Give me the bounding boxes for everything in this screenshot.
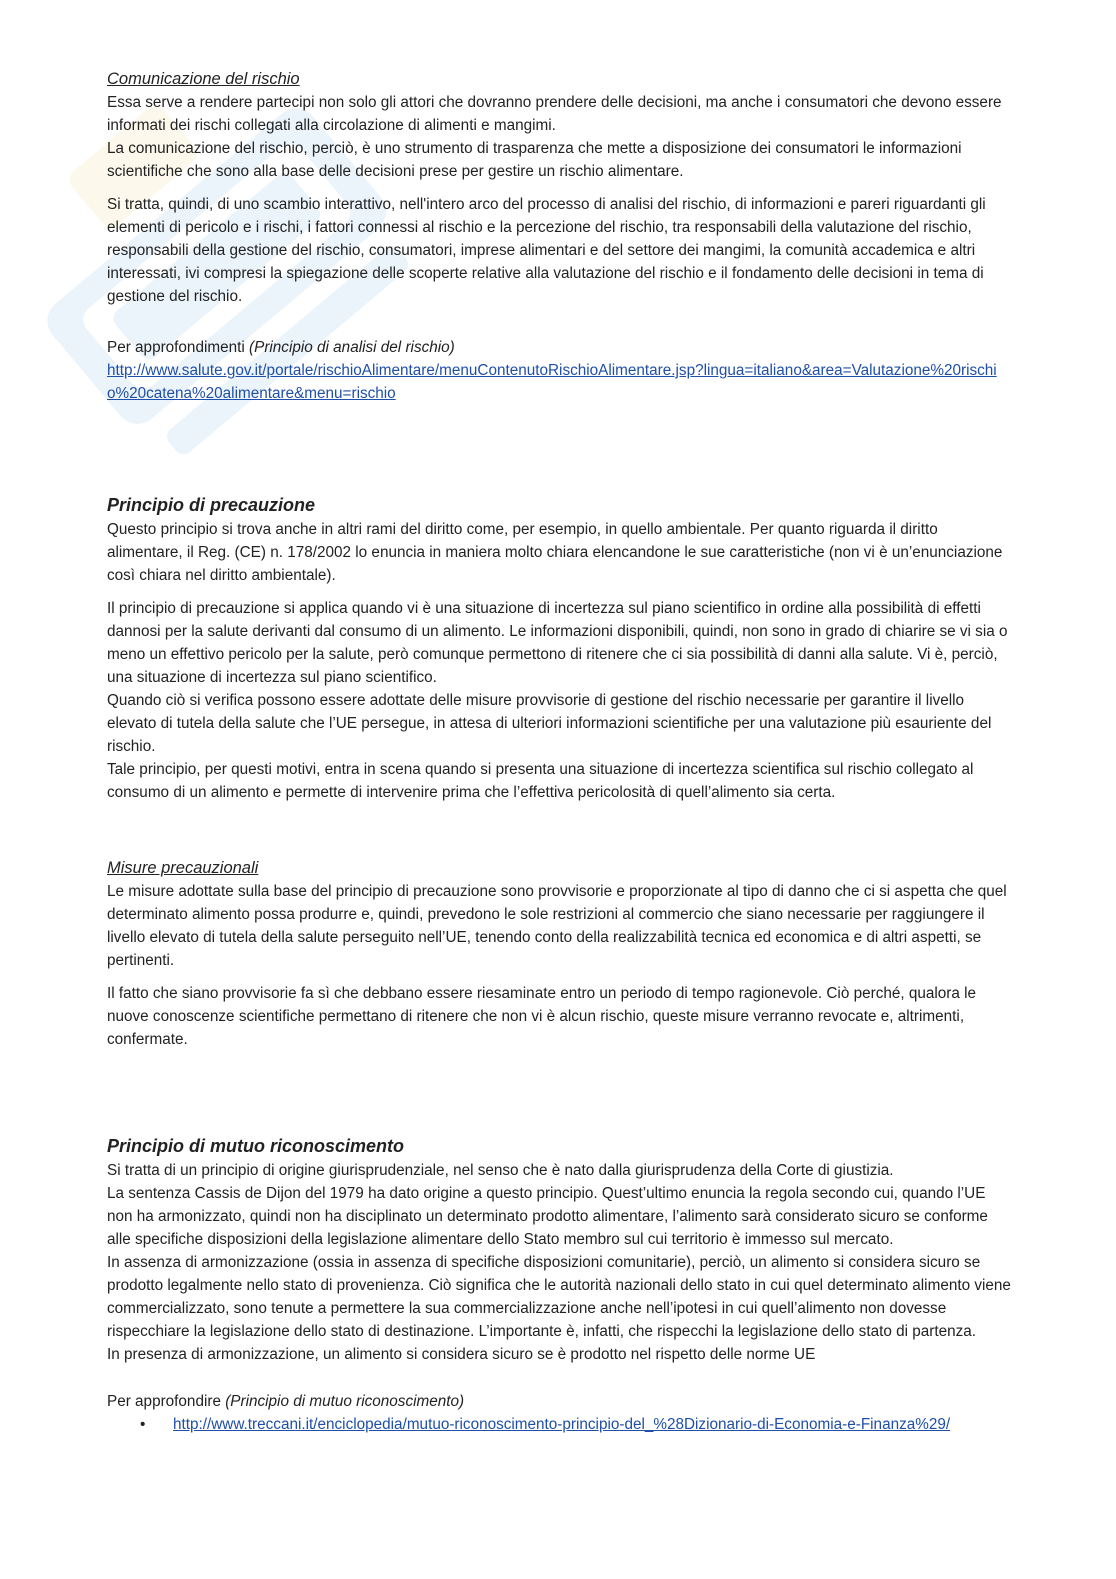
reference-list [107, 1413, 1012, 1436]
paragraph: Essa serve a rendere partecipi non solo gli attori che dovranno prendere delle decisioni, ma anche i consumatori che devono essere informati dei rischi collegati alla circolazione di alimenti e mangimi. [107, 94, 1002, 134]
paragraph: In presenza di armonizzazione, un alimento si considera sicuro se è prodotto nel rispetto delle norme UE [107, 1346, 816, 1363]
paragraph: Le misure adottate sulla base del principio di precauzione sono provvisorie e proporzionate al tipo di danno che ci si aspetta che quel determinato alimento possa produrre e, quindi, prevedono le sole restrizioni al commercio che siano necessarie per raggiungere il livello elevato di tutela della salute perseguito nell’UE, tenendo conto della realizzabilità tecnica ed economica e di altri aspetti, se pertinenti. [107, 883, 1007, 969]
reference-line [107, 1390, 1012, 1413]
section-principio-precauzione [107, 492, 1012, 804]
section-comunicazione-rischio [107, 68, 1012, 405]
reference-title: (Principio di mutuo riconoscimento) [225, 1393, 465, 1410]
reference-link[interactable]: http://www.salute.gov.it/portale/rischioAlimentare/menuContenutoRischioAlimentare.jsp?lingua=italiano&area=Valutazione%20rischio%20catena%20alimentare&menu=rischio [107, 362, 997, 402]
section-heading: Comunicazione del rischio [107, 70, 300, 88]
paragraph: Si tratta di un principio di origine giurisprudenziale, nel senso che è nato dalla giurisprudenza della Corte di giustizia. [107, 1162, 894, 1179]
paragraph: Il fatto che siano provvisorie fa sì che debbano essere riesaminate entro un periodo di tempo ragionevole. Ciò perché, qualora le nuove conoscenze scientifiche permettano di ritenere che non vi è alcun rischio, queste misure verranno revocate e, altrimenti, confermate. [107, 985, 977, 1048]
section-misure-precauzionali [107, 857, 1012, 1051]
reference-label: Per approfondire [107, 1393, 226, 1410]
paragraph: Si tratta, quindi, di uno scambio interattivo, nell'intero arco del processo di analisi del rischio, di informazioni e pareri riguardanti gli elementi di pericolo e i rischi, i fattori connessi al rischio e la percezione del rischio, tra responsabili della valutazione del rischio, responsabili della gestione del rischio, consumatori, imprese alimentari e del settore dei mangimi, la comunità accademica e altri interessati, ivi compresi la spiegazione delle scoperte relative alla valutazione del rischio e il fondamento delle decisioni in tema di gestione del rischio. [107, 196, 986, 305]
section-heading: Misure precauzionali [107, 859, 259, 877]
paragraph: La comunicazione del rischio, perciò, è uno strumento di trasparenza che mette a disposizione dei consumatori le informazioni scientifiche che sono alla base delle decisioni prese per gestire un rischio alimentare. [107, 140, 962, 180]
paragraph: Il principio di precauzione si applica quando vi è una situazione di incertezza sul piano scientifico in ordine alla possibilità di effetti dannosi per la salute derivanti dal consumo di un alimento. Le informazioni disponibili, quindi, non sono in grado di chiarire se vi sia o meno un effettivo pericolo per la salute, però comunque permettono di ritenere che ci sia possibilità di danni alla salute. Vi è, perciò, una situazione di incertezza sul piano scientifico. [107, 600, 1008, 686]
reference-title: (Principio di analisi del rischio) [249, 339, 455, 356]
paragraph: La sentenza Cassis de Dijon del 1979 ha dato origine a questo principio. Quest’ultimo enuncia la regola secondo cui, quando l’UE non ha armonizzato, quindi non ha disciplinato un determinato prodotto alimentare, l’alimento sarà considerato sicuro se conforme alle specifiche disposizioni della legislazione alimentare dello Stato membro sul cui territorio è immesso sul mercato. [107, 1185, 988, 1248]
section-heading: Principio di mutuo riconoscimento [107, 1136, 405, 1156]
section-mutuo-riconoscimento [107, 1133, 1012, 1436]
reference-label: Per approfondimenti [107, 339, 250, 356]
paragraph: Quando ciò si verifica possono essere adottate delle misure provvisorie di gestione del rischio necessarie per garantire il livello elevato di tutela della salute che l’UE persegue, in attesa di ulteriori informazioni scientifiche per una valutazione più esauriente del rischio. [107, 692, 992, 755]
list-item [140, 1413, 1012, 1436]
bullet-icon: • [140, 1416, 146, 1433]
section-heading: Principio di precauzione [107, 495, 316, 515]
paragraph: Questo principio si trova anche in altri rami del diritto come, per esempio, in quello ambientale. Per quanto riguarda il diritto alimentare, il Reg. (CE) n. 178/2002 lo enuncia in maniera molto chiara elencandone le sue caratteristiche (non vi è un’enunciazione così chiara nel diritto ambientale). [107, 521, 1003, 584]
paragraph: In assenza di armonizzazione (ossia in assenza di specifiche disposizioni comunitarie), perciò, un alimento si considera sicuro se prodotto legalmente nello stato di provenienza. Ciò significa che le autorità nazionali dello stato in cui quel determinato alimento viene commercializzato, sono tenute a permettere la sua commercializzazione anche nell’ipotesi in cui quell’alimento non dovesse rispecchiare la legislazione dello stato di destinazione. L’importante è, infatti, che rispecchi la legislazione dello stato di partenza. [107, 1254, 1011, 1340]
paragraph: Tale principio, per questi motivi, entra in scena quando si presenta una situazione di incertezza scientifica sul rischio collegato al consumo di un alimento e permette di intervenire prima che l’effettiva pericolosità di quell’alimento sia certa. [107, 761, 974, 801]
reference-link[interactable]: http://www.treccani.it/enciclopedia/mutuo-riconoscimento-principio-del_%28Dizionario-di-Economia-e-Finanza%29/ [173, 1416, 951, 1433]
reference-line [107, 336, 1012, 359]
